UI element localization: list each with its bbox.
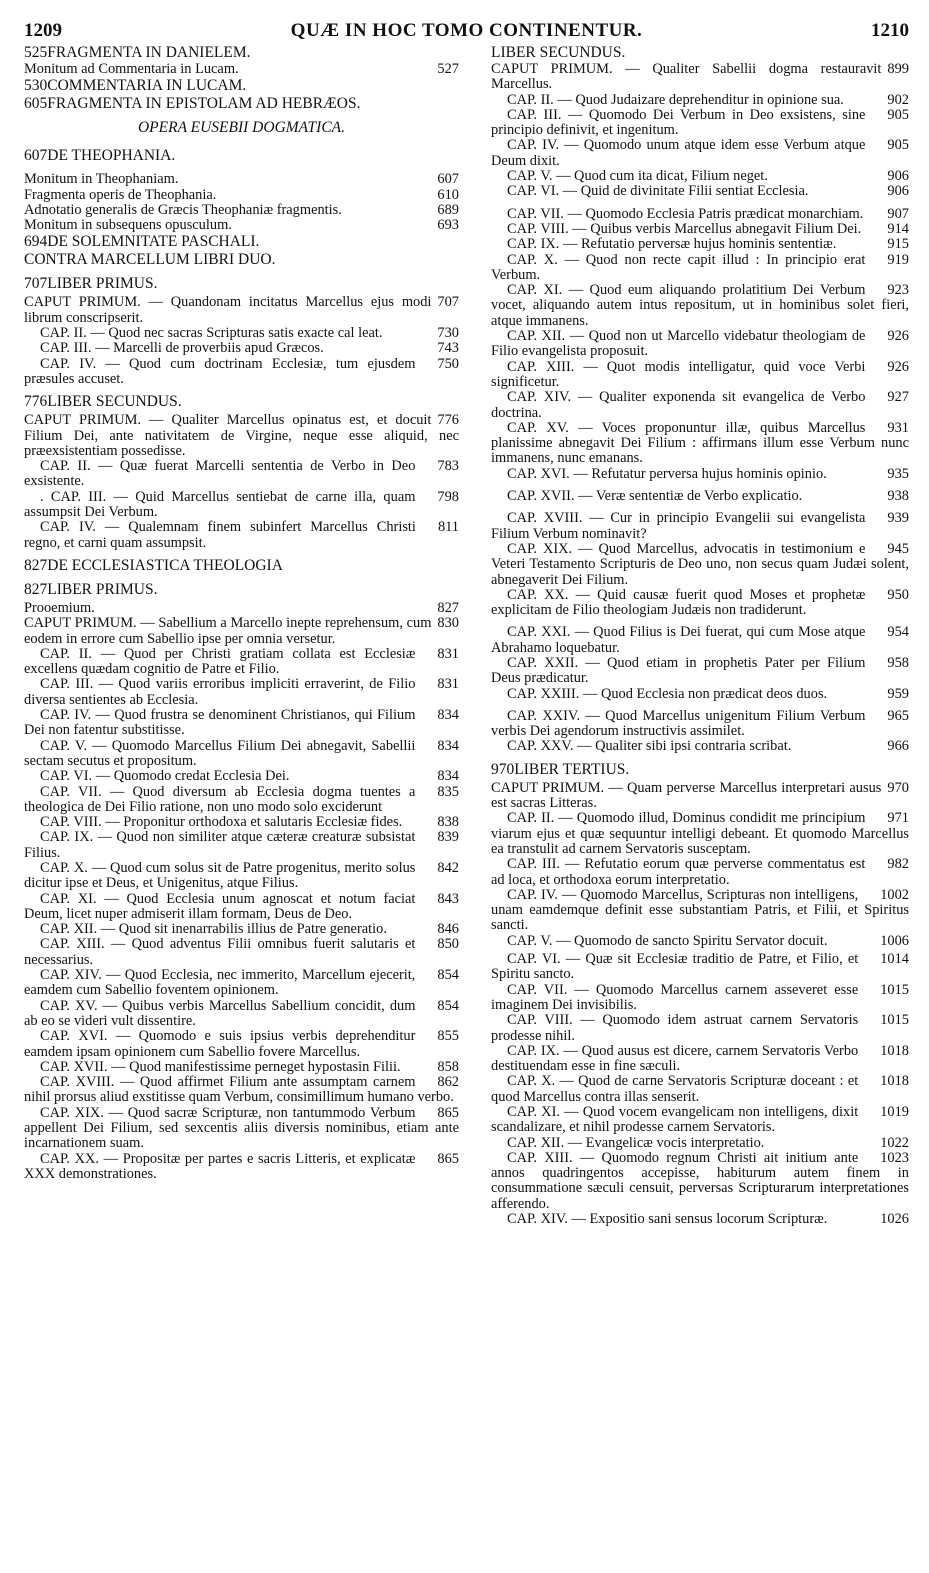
page-ref: 907 [887, 205, 909, 222]
page-ref: 905 [887, 106, 909, 123]
page-ref: 862 [437, 1074, 459, 1091]
toc-entry [24, 218, 459, 233]
toc-entry [24, 922, 459, 937]
page-ref: 982 [887, 856, 909, 873]
entry-text: CAP. IX. — Quod non similiter atque cæteræ creaturæ subsistat Filius. [24, 829, 416, 861]
section-heading [491, 44, 909, 62]
entry-text: CAP. III. — Refutatio eorum quæ perverse commentatus est ad loca, et orthodoxa eorum interpretatio. [491, 856, 866, 888]
page-ref: 1015 [880, 1012, 909, 1029]
page-ref: 525 [24, 44, 48, 61]
columns [24, 44, 909, 1227]
page-ref: 1019 [880, 1104, 909, 1120]
page-ref: 865 [437, 1150, 459, 1167]
entry-text: CAPUT PRIMUM. — Qualiter Sabellii dogma restauravit Marcellus. [491, 61, 882, 93]
entry-text: CAP. X. — Quod de carne Servatoris Scripturæ doceant : et quod Marcellus contra illas senserit. [491, 1073, 859, 1105]
entry-text: CAP. IX. — Quod ausus est dicere, carnem Servatoris Verbo destituendam esse in fine sæculi. [491, 1042, 859, 1075]
heading-text: DE SOLEMNITATE PASCHALI. [47, 233, 260, 251]
toc-entry [491, 739, 909, 754]
toc-entry [491, 207, 909, 222]
entry-text: CAP. VIII. — Proponitur orthodoxa et salutaris Ecclesiæ fides. [40, 814, 403, 831]
page-ref: 935 [887, 465, 909, 482]
toc-entry [24, 341, 459, 356]
entry-text: CAPUT PRIMUM. — Quandonam incitatus Marcellus ejus modi librum conscripserit. [24, 294, 432, 326]
toc-entry [491, 62, 909, 93]
entry-text: CAP. III. — Quod variis erroribus impliciti erraverint, de Filio diversa sentientes ab Ecclesia. [24, 676, 416, 708]
page-ref: 827 [437, 599, 459, 616]
page-ref: 838 [437, 814, 459, 831]
toc-entry [491, 360, 909, 391]
page-ref: 693 [437, 217, 459, 234]
entry-text: CAP. VI. — Quid de divinitate Filii sentiat Ecclesia. [507, 183, 809, 200]
page-ref: 730 [437, 325, 459, 342]
entry-text: CAPUT PRIMUM. — Quam perverse Marcellus interpretari ausus est sacras Litteras. [491, 779, 882, 812]
entry-text: CAPUT PRIMUM. — Sabellium a Marcello inepte reprehensum, cum eodem in errore cum Sabellio ipse per omnia versetur. [24, 615, 432, 647]
toc-entry [24, 188, 459, 203]
entry-text: CAP. XX. — Quid causæ fuerit quod Moses et prophetæ explicitam de Filio theologiam Judæis non tradiderunt. [491, 586, 866, 619]
page-ref: 919 [887, 251, 909, 268]
toc-entry [491, 329, 909, 360]
page-ref: 783 [437, 458, 459, 475]
entry-text: CAP. XVIII. — Cur in principio Evangelii sui evangelista Filium Verbum nominavit? [491, 510, 866, 542]
page-ref: 1023 [880, 1149, 909, 1166]
page-ref: 954 [887, 624, 909, 641]
page-ref: 958 [887, 654, 909, 671]
page-ref: 914 [887, 220, 909, 237]
section-heading [24, 95, 459, 113]
heading-text: DE ECCLESIASTICA THEOLOGIA [47, 556, 283, 574]
page-ref: 839 [437, 829, 459, 846]
page-ref: 776 [24, 393, 48, 411]
entry-text: CAP. V. — Quomodo Marcellus Filium Dei abnegavit, Sabellii sectam secutus et propositum. [24, 737, 416, 769]
toc-entry [491, 1013, 909, 1044]
toc-entry [24, 601, 459, 616]
page-ref: 938 [887, 488, 909, 505]
section-heading [24, 119, 459, 137]
toc-entry [491, 1074, 909, 1105]
toc-entry [491, 781, 909, 812]
toc-entry [24, 520, 459, 551]
page-ref: 926 [887, 358, 909, 375]
page-ref: 527 [437, 61, 459, 77]
entry-text: CAP. VIII. — Quibus verbis Marcellus abnegavit Filium Dei. [507, 220, 862, 237]
page-ref: 607 [437, 171, 459, 188]
toc-entry [491, 184, 909, 199]
page-ref: 939 [887, 510, 909, 527]
toc-entry [491, 983, 909, 1014]
entry-text: CAP. VI. — Quomodo credat Ecclesia Dei. [40, 768, 290, 785]
toc-entry [491, 857, 909, 888]
page-ref: 798 [437, 488, 459, 505]
entry-text: Monitum in Theophaniam. [24, 171, 179, 188]
toc-entry [24, 769, 459, 784]
page-ref: 811 [437, 519, 459, 536]
page-ref: 605 [24, 95, 48, 113]
page-ref: 743 [437, 340, 459, 357]
entry-text: CAP. IV. — Quod cum doctrinam Ecclesiæ, tum ejusdem præsules accuset. [24, 355, 416, 387]
toc-entry [491, 390, 909, 421]
page-ref: 827 [24, 556, 48, 574]
toc-entry [491, 656, 909, 687]
entry-text: Prooemium. [24, 599, 95, 616]
page-ref: 906 [887, 168, 909, 185]
right-page-number: 1210 [871, 20, 909, 41]
toc-entry [24, 968, 459, 999]
page-ref: 834 [437, 707, 459, 724]
toc-entry [491, 687, 909, 702]
heading-text: DE THEOPHANIA. [47, 147, 176, 165]
page-ref: 842 [437, 859, 459, 876]
toc-entry [24, 647, 459, 678]
page-ref: 966 [887, 738, 909, 755]
entry-text: CAP. II. — Quæ fuerat Marcelli sententia de Verbo in Deo exsistente. [24, 458, 416, 490]
section-heading [24, 44, 459, 62]
entry-text: CAP. II. — Quomodo illud, Dominus condidit me principium viarum ejus et quæ sequuntur intelligi debeant. Et quomodo Marcellus ea transtulit ad carnem Servatoris susceptam. [491, 810, 909, 857]
entry-text: CAP. VI. — Quæ sit Ecclesiæ traditio de Patre, et Filio, et Spiritu sancto. [491, 951, 859, 983]
section-heading [24, 581, 459, 599]
entry-text: CAP. IV. — Qualemnam finem subinfert Marcellus Christi regno, et carni quam assumpsit. [24, 519, 416, 551]
heading-text: CONTRA MARCELLUM LIBRI DUO. [24, 251, 276, 269]
entry-text: CAP. XI. — Quod Ecclesia unum agnoscat et notum faciat Deum, licet nuper admiserit illam formam, Deus de Deo. [24, 890, 416, 922]
toc-entry [24, 616, 459, 647]
entry-text: CAP. XXV. — Qualiter sibi ipsi contraria scribat. [507, 738, 792, 755]
entry-text: Monitum ad Commentaria in Lucam. [24, 61, 239, 77]
heading-text: FRAGMENTA IN DANIELEM. [47, 44, 251, 61]
entry-text: CAP. IV. — Quomodo Marcellus, Scripturas non intelligens, unam eamdemque definit esse substantiam Patris, et Filii, et Spiritus sancti. [491, 886, 909, 934]
page-ref: 707 [24, 275, 48, 293]
toc-entry [24, 815, 459, 830]
page-ref: 926 [887, 328, 909, 345]
heading-text: OPERA EUSEBII DOGMATICA. [137, 119, 346, 137]
entry-text: CAP. XXI. — Quod Filius is Dei fuerat, qui cum Mose atque Abrahamo loquebatur. [491, 624, 866, 656]
page-ref: 846 [437, 921, 459, 938]
entry-text: CAP. XI. — Quod vocem evangelicam non intelligens, dixit scandalizare, et nihil prodesse carnem Servatoris. [491, 1104, 859, 1136]
entry-text: CAP. X. — Quod non recte capit illud : In principio erat Verbum. [491, 251, 866, 283]
left-column [24, 44, 459, 1227]
heading-text: LIBER TERTIUS. [514, 760, 630, 778]
entry-text: CAP. XI. — Quod eum aliquando prolatitium Dei Verbum vocet, aliquando autem intus repositum, ut in hominibus solet fieri, atque immanens. [491, 282, 909, 329]
toc-entry [491, 222, 909, 237]
entry-text: Adnotatio generalis de Græcis Theophaniæ fragmentis. [24, 201, 342, 218]
entry-text: CAP. XXIII. — Quod Ecclesia non prædicat deos duos. [507, 685, 828, 702]
toc-entry [24, 708, 459, 739]
entry-text: CAP. VII. — Quomodo Ecclesia Patris prædicat monarchiam. [507, 205, 864, 222]
entry-text: CAP. XVIII. — Quod affirmet Filium ante assumptam carnem nihil prorsus aliud exstitisse quam Verbum, consimillimum humano verbo. [24, 1074, 454, 1106]
entry-text: CAP. V. — Quomodo de sancto Spiritu Servator docuit. [507, 932, 828, 949]
entry-text: CAP. XII. — Quod sit inenarrabilis illius de Patre generatio. [40, 921, 387, 938]
page-ref: 899 [887, 61, 909, 77]
entry-text: Monitum in subsequens opusculum. [24, 217, 232, 234]
heading-text: COMMENTARIA IN LUCAM. [47, 77, 247, 95]
page-ref: 931 [887, 419, 909, 436]
toc-entry [491, 93, 909, 108]
page-ref: 854 [437, 967, 459, 984]
entry-text: . CAP. III. — Quid Marcellus sentiebat de carne illa, quam assumpsit Dei Verbum. [24, 488, 416, 521]
toc-entry [491, 421, 909, 467]
page-ref: 905 [887, 137, 909, 154]
entry-text: CAP. XIX. — Quod Marcellus, advocatis in testimonium e Veteri Testamento Scripturis de Deo uno, non secus quam Judæi solent, abnegaverit Dei Filium. [491, 540, 909, 588]
section-heading [24, 557, 459, 575]
entry-text: CAP. XVI. — Quomodo e suis ipsius verbis deprehenditur eamdem ipsam opinionem cum Sabellio fovere Marcellus. [24, 1028, 416, 1060]
page-ref: 850 [437, 936, 459, 953]
page-ref: 854 [437, 997, 459, 1014]
page-ref: 827 [24, 580, 48, 598]
page-ref: 834 [437, 768, 459, 785]
entry-text: CAP. XIV. — Quod Ecclesia, nec immerito, Marcellum ejecerit, eamdem cum Sabellio foventem opinionem. [24, 967, 416, 999]
entry-text: CAP. XIII. — Quot modis intelligatur, quid voce Verbi significetur. [491, 358, 866, 390]
toc-entry [491, 888, 909, 934]
entry-text: CAP. III. — Quomodo Dei Verbum in Deo exsistens, sine principio definivit, et ingenitum. [491, 106, 866, 139]
toc-entry [24, 295, 459, 326]
page-ref: 970 [887, 779, 909, 796]
page-ref: 689 [437, 201, 459, 218]
toc-entry [24, 677, 459, 708]
toc-entry [24, 1152, 459, 1183]
toc-entry [24, 62, 459, 77]
entry-text: CAP. XV. — Voces proponuntur illæ, quibus Marcellus planissime abnegavit Dei Filium : affirmans illum esse Verbum nunc immanens, nunc emanans. [491, 419, 909, 467]
toc-entry [491, 237, 909, 252]
section-heading [24, 251, 459, 269]
running-title: QUÆ IN HOC TOMO CONTINENTUR. [290, 20, 643, 41]
section-heading [491, 761, 909, 779]
entry-text: CAP. XXIV. — Quod Marcellus unigenitum Filium Verbum verbis Dei agendorum instructivis assimilet. [491, 707, 866, 740]
toc-entry [491, 1105, 909, 1136]
page-ref: 750 [437, 355, 459, 372]
toc-entry [24, 1029, 459, 1060]
page-ref: 607 [24, 147, 48, 165]
toc-entry [491, 1136, 909, 1151]
toc-entry [491, 108, 909, 139]
page-ref: 1018 [880, 1042, 909, 1059]
entry-text: CAP. II. — Quod nec sacras Scripturas satis exacte cal leat. [40, 325, 383, 342]
page-ref: 610 [437, 186, 459, 203]
entry-text: CAP. VII. — Quod diversum ab Ecclesia dogma tuentes a theologica de Dei Filio ratione, non uno modo solo exciderunt [24, 783, 416, 815]
toc-entry [24, 1075, 459, 1106]
entry-text: CAP. X. — Quod cum solus sit de Patre progenitus, merito solus dicitur ipse et Deus, et Unigenitus, atque Filius. [24, 859, 416, 892]
page-ref: 830 [437, 615, 459, 632]
section-heading [24, 393, 459, 411]
page-ref: 1015 [880, 981, 909, 998]
toc-entry [491, 253, 909, 284]
entry-text: CAP. XIII. — Quod adventus Filii omnibus fuerit salutaris et necessarius. [24, 936, 416, 968]
toc-entry [24, 326, 459, 341]
page-ref: 530 [24, 77, 48, 95]
toc-entry [24, 937, 459, 968]
entry-text: CAP. II. — Quod Judaizare deprehenditur in opinione sua. [507, 91, 844, 108]
entry-text: CAP. VII. — Quomodo Marcellus carnem asseveret esse imaginem Dei invisibilis. [491, 981, 859, 1013]
page-ref: 858 [437, 1058, 459, 1075]
toc-entry [491, 489, 909, 504]
entry-text: CAP. XVI. — Refutatur perversa hujus hominis opinio. [507, 465, 827, 482]
page-ref: 915 [887, 236, 909, 253]
toc-entry [24, 861, 459, 892]
toc-entry [24, 459, 459, 490]
toc-entry [24, 892, 459, 923]
entry-text: CAP. XVII. — Veræ sententiæ de Verbo explicatio. [507, 488, 803, 505]
toc-entry [491, 1044, 909, 1075]
toc-entry [24, 203, 459, 218]
entry-text: CAP. XII. — Evangelicæ vocis interpretatio. [507, 1134, 765, 1151]
entry-text: CAP. IX. — Refutatio perversæ hujus hominis sententiæ. [507, 236, 837, 253]
toc-entry [491, 542, 909, 588]
section-heading [24, 147, 459, 165]
entry-text: CAP. XIV. — Qualiter exponenda sit evangelica de Verbo doctrina. [491, 389, 866, 421]
page-ref: 902 [887, 91, 909, 108]
toc-entry [491, 138, 909, 169]
entry-text: CAP. IV. — Quomodo unum atque idem esse Verbum atque Deum dixit. [491, 137, 866, 169]
entry-text: Fragmenta operis de Theophania. [24, 186, 217, 203]
entry-text: CAP. XXII. — Quod etiam in prophetis Pater per Filium Deus prædicatur. [491, 654, 866, 687]
entry-text: CAP. IV. — Quod frustra se denominent Christianos, qui Filium Dei non fatentur substitisse. [24, 707, 416, 739]
entry-text: CAP. III. — Marcelli de proverbiis apud Græcos. [40, 340, 324, 357]
heading-text: LIBER SECUNDUS. [491, 44, 626, 61]
heading-text: LIBER PRIMUS. [47, 580, 158, 598]
page-ref: 965 [887, 707, 909, 724]
toc-entry [24, 739, 459, 770]
page-ref: 906 [887, 183, 909, 200]
entry-text: CAP. XIII. — Quomodo regnum Christi ait initium ante annos quadringentos accepisse, habiturum autem finem in consummatione sæculi censuit, perversas Scripturarum interpretationes afferendo. [491, 1149, 909, 1212]
page-ref: 707 [437, 294, 459, 311]
page-ref: 776 [437, 412, 459, 429]
page-ref: 970 [491, 760, 515, 778]
entry-text: CAP. V. — Quod cum ita dicat, Filium neget. [507, 168, 768, 185]
entry-text: CAP. XX. — Propositæ per partes e sacris Litteris, et explicatæ XXX demonstrationes. [24, 1150, 416, 1182]
section-heading [24, 233, 459, 251]
page-ref: 1014 [880, 951, 909, 968]
page-ref: 945 [887, 540, 909, 557]
toc-entry [491, 1151, 909, 1212]
right-column [491, 44, 909, 1227]
page-ref: 843 [437, 890, 459, 907]
section-heading [24, 275, 459, 293]
left-page-number: 1209 [24, 20, 62, 41]
page-ref: 950 [887, 586, 909, 603]
page-ref: 927 [887, 389, 909, 406]
page-ref: 834 [437, 737, 459, 754]
page-ref: 865 [437, 1104, 459, 1121]
page-ref: 831 [437, 645, 459, 662]
toc-entry [24, 172, 459, 187]
page-ref: 1022 [880, 1134, 909, 1151]
toc-entry [24, 1060, 459, 1075]
page-ref: 835 [437, 783, 459, 800]
page-ref: 923 [887, 282, 909, 299]
toc-entry [24, 1106, 459, 1152]
page-ref: 959 [887, 685, 909, 702]
entry-text: CAP. XIX. — Quod sacræ Scripturæ, non tantummodo Verbum appellent Dei Filium, sed sexcentis aliis diversis nominibus, etiam ante incarnationem suam. [24, 1104, 459, 1152]
heading-text: FRAGMENTA IN EPISTOLAM AD HEBRÆOS. [47, 95, 361, 113]
toc-entry [491, 588, 909, 619]
toc-entry [491, 511, 909, 542]
toc-entry [491, 1212, 909, 1227]
toc-entry [24, 357, 459, 388]
toc-entry [491, 169, 909, 184]
toc-entry [491, 467, 909, 482]
toc-entry [24, 490, 459, 521]
toc-entry [491, 811, 909, 857]
entry-text: CAPUT PRIMUM. — Qualiter Marcellus opinatus est, et docuit Filium Dei, ante nativitatem de Virgine, neque esse aliquid, nec præexsistentiam possedisse. [24, 412, 459, 459]
entry-text: CAP. XVII. — Quod manifestissime perneget hypostasin Filii. [40, 1058, 401, 1075]
page-ref: 1026 [880, 1211, 909, 1228]
toc-entry [491, 625, 909, 656]
heading-text: LIBER SECUNDUS. [47, 393, 182, 411]
entry-text: CAP. XII. — Quod non ut Marcello videbatur theologiam de Filio evangelista proposuit. [491, 328, 866, 360]
page-ref: 855 [437, 1028, 459, 1045]
section-heading [24, 77, 459, 95]
entry-text: CAP. XV. — Quibus verbis Marcellus Sabellium concidit, dum ab eo se videri vult dissentire. [24, 997, 416, 1029]
toc-entry [24, 413, 459, 459]
page-ref: 1018 [880, 1073, 909, 1090]
entry-text: CAP. II. — Quod per Christi gratiam collata est Ecclesiæ excellens quædam cognitio de Patre et Filio. [24, 645, 416, 678]
page-ref: 971 [887, 810, 909, 827]
page-ref: 831 [437, 676, 459, 693]
toc-entry [491, 709, 909, 740]
entry-text: CAP. VIII. — Quomodo idem astruat carnem Servatoris prodesse nihil. [491, 1012, 859, 1044]
toc-entry [491, 934, 909, 949]
toc-entry [24, 999, 459, 1030]
toc-entry [491, 952, 909, 983]
page-ref: 1006 [880, 932, 909, 949]
page-ref: 694 [24, 233, 48, 251]
entry-text: CAP. XIV. — Expositio sani sensus locorum Scripturæ. [507, 1211, 828, 1228]
heading-text: LIBER PRIMUS. [47, 275, 158, 293]
running-header [24, 14, 909, 40]
toc-entry [24, 785, 459, 816]
toc-entry [491, 283, 909, 329]
toc-entry [24, 830, 459, 861]
page-ref: 1002 [880, 886, 909, 903]
